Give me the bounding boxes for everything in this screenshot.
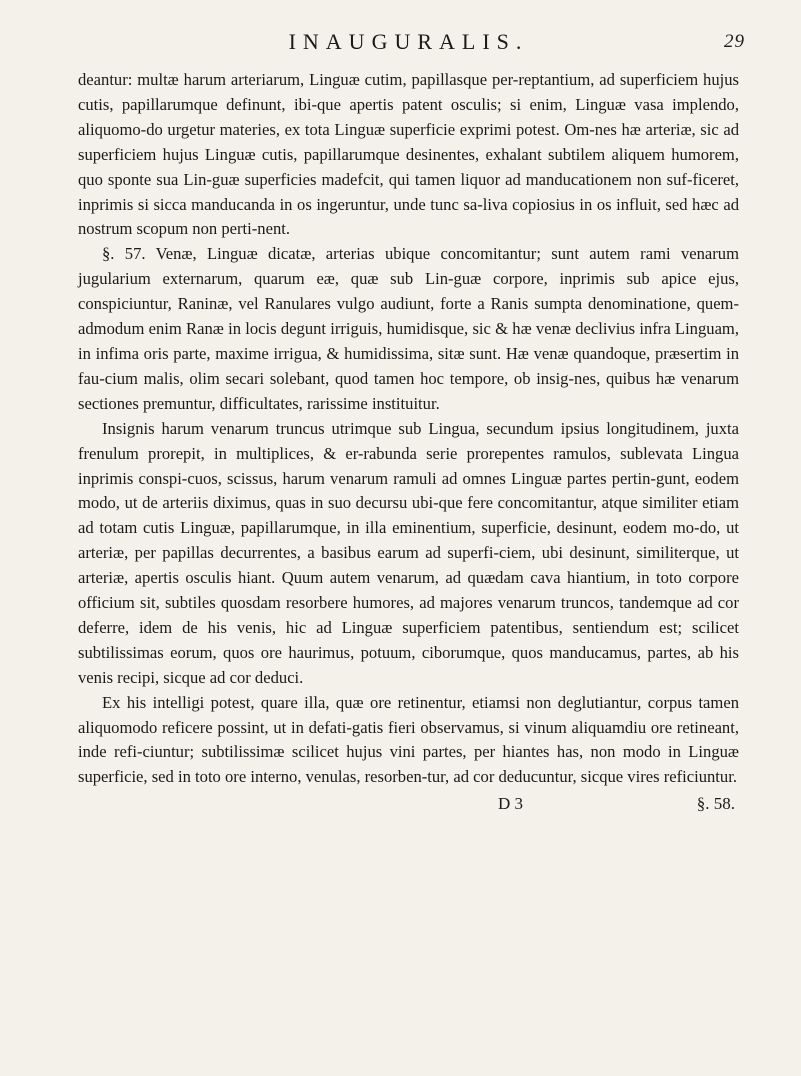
running-head (78, 22, 745, 62)
running-title: INAUGURALIS. (288, 29, 529, 54)
paragraph-section-57: §. 57. Venæ, Linguæ dicatæ, arterias ubique concomitantur; sunt autem rami venarum jugularium externarum, quarum eæ, quæ sub Lin-guæ corpore, inprimis sub apice ejus, conspiciuntur, Raninæ, vel Ranulares vulgo audiunt, forte a Ranis sumpta denominatione, quem-admodum enim Ranæ in locis degunt irriguis, humidisque, sic & hæ venæ declivius infra Linguam, in infima oris parte, maxime irrigua, & humidissima, sitæ sunt. Hæ venæ quandoque, præsertim in fau-cium malis, olim secari solebant, quod tamen hoc tempore, ob insig-nes, quibus hæ venarum sectiones premuntur, difficultates, rarissime instituitur. (78, 244, 739, 413)
paragraph-ex-his: Ex his intelligi potest, quare illa, quæ ore retinentur, etiamsi non deglutiantur, corpus tamen aliquomodo reficere possint, ut in defati-gatis fieri observamus, si vinum aliquamdiu ore retineant, inde refi-ciuntur; subtilissimæ scilicet hujus vini partes, per hiantes has, non modo in Linguæ superficie, sed in toto ore interno, venulas, resorben-tur, ad cor deducuntur, sicque vires reficiuntur. (78, 692, 739, 787)
page-number: 29 (724, 31, 745, 52)
body-text (78, 68, 739, 790)
page-footer (78, 792, 739, 816)
signature-mark: D 3 (498, 794, 524, 814)
catchword: §. 58. (696, 794, 735, 814)
paragraph-venarum-truncus: Insignis harum venarum truncus utrimque sub Lingua, secundum ipsius longitudinem, juxta frenulum prorepit, in multiplices, & er-rabunda serie prorepentes ramulos, sublevata Lingua inprimis conspi-cuos, scissus, harum venarum ramuli ad omnes Linguæ partes pertin-gunt, eodem modo, ut de arteriis diximus, quas in suo decursu ubi-que fere concomitantur, atque similiter etiam ad totam cutis Linguæ, papillarumque, in illa eminentium, superficie, desinunt, eodem mo-do, ut arteriæ, per papillas decurrentes, a basibus earum ad superfi-ciem, ubi desinunt, similiterque, ut arteriæ, apertis osculis hiant. Quum autem venarum, ad quædam cava hiantium, in toto corpore officium sit, subtiles quosdam resorbere humores, ad majores venarum truncos, tandemque ad cor deferre, idem de his venis, hic ad Linguæ superficiem patentibus, sentiendum est; scilicet subtilissimas eorum, quos ore haurimus, potuum, ciborumque, quos manducamus, partes, ab his venis recipi, sicque ad cor deduci. (78, 418, 739, 687)
paragraph-continuation: deantur: multæ harum arteriarum, Linguæ cutim, papillasque per-reptantium, ad superficiem hujus cutis, papillarumque definunt, ibi-que apertis patent osculis; si enim, Linguæ vasa implendo, aliquomo-do urgetur materies, ex tota Linguæ superficie exprimi potest. Om-nes hæ arteriæ, sic ad superficiem hujus Linguæ cutis, papillarumque desinentes, exhalant subtilem aliquem humorem, quo sponte sua Lin-guæ superficies madefcit, qui tamen liquor ad manducationem non suf-ficeret, inprimis si sicca manducanda in os ingeruntur, unde tunc sa-liva copiosius in os influit, sed hæc ad nostrum scopum non perti-nent. (78, 70, 739, 239)
